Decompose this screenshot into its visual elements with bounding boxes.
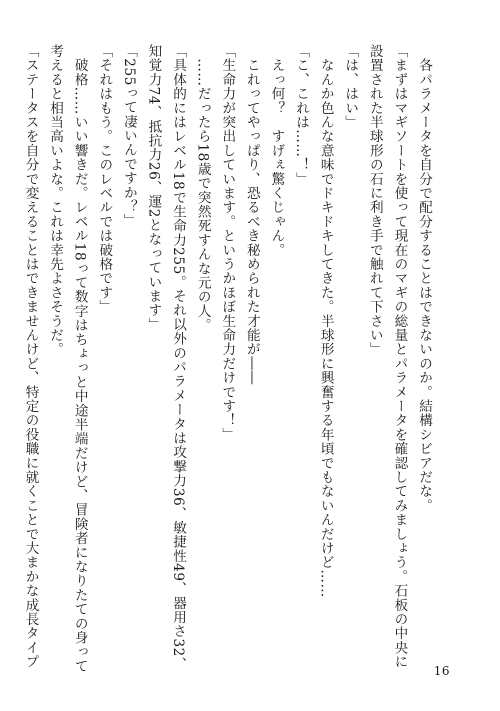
text-line: ……だったら18歳で突然死すんな元の人。 — [194, 44, 211, 333]
text-line: 設置された半球形の石に利き手で触れて下さい」 — [366, 44, 383, 357]
text-line: 考えると相当高いよな。これは幸先よさそうだ。 — [47, 44, 64, 357]
text-line: 各パラメータを自分で配分することはできないのか。結構シビアだな。 — [416, 44, 432, 513]
text-line: 破格……いい響きだ。レベル18って数字はちょっと中途半端だけど、冒険者になりたての身って — [71, 44, 88, 674]
text-line: 知覚力74、抵抗力26、運2となっています」 — [145, 44, 162, 332]
text-line: 「こ、これは……！」 — [293, 44, 310, 186]
text-line: 「それはもう。このレベルでは破格です」 — [96, 44, 113, 314]
text-line: 「ステータスを自分で変えることはできませんけど、特定の役職に就くことで大まかな成長タイプ — [22, 44, 39, 669]
page-number: 16 — [433, 664, 450, 678]
text-line: これってやっぱり、恐るべき秘められた才能が―― — [243, 44, 260, 385]
text-line: 「まずはマギソートを使って現在のマギの総量とパラメータを確認してみましょう。石板の中央に — [391, 44, 408, 669]
text-line: 「255って凄いんですか？」 — [120, 44, 137, 228]
text-line: えっ何？ すげぇ驚くじゃん。 — [268, 44, 285, 257]
text-line: 「具体的にはレベル18で生命力255。それ以外のパラメータは攻撃力36、敏捷性49、器用さ32、 — [170, 44, 187, 672]
text-line: 「生命力が突出しています。というかほぼ生命力だけです！」 — [219, 44, 236, 442]
text-line: 「は、はい」 — [342, 44, 359, 130]
text-line: なんか色んな意味でドキドキしてきた。半球形に興奮する年頃でもないんだけど…… — [317, 44, 334, 598]
vertical-text-body — [22, 44, 436, 674]
